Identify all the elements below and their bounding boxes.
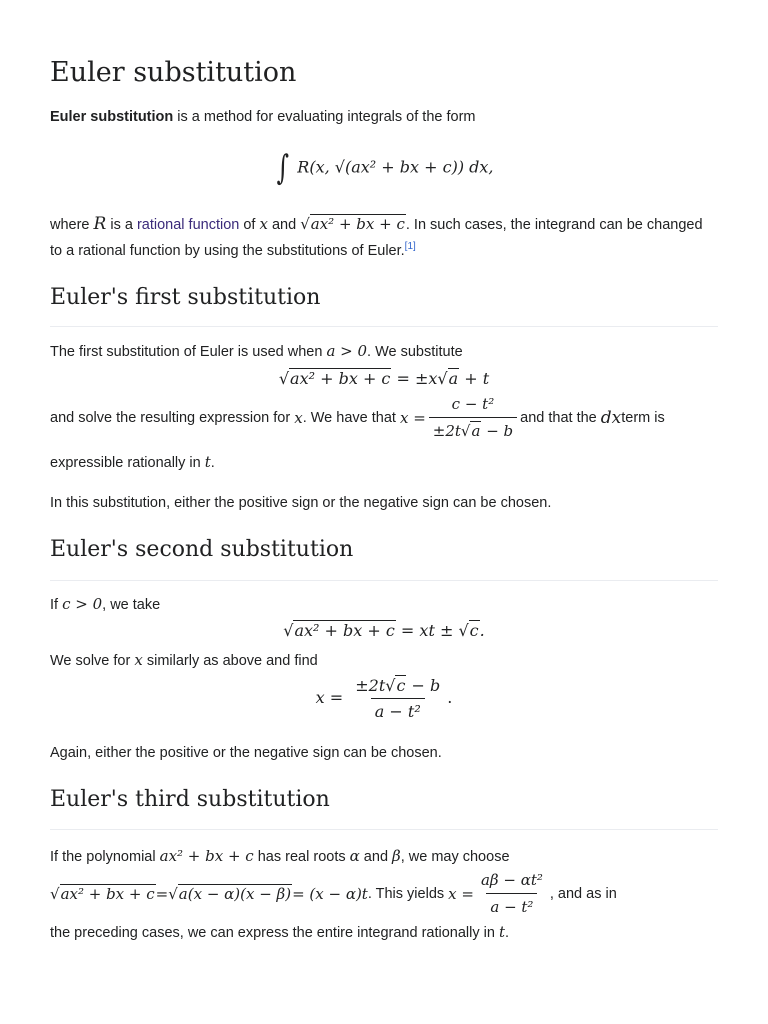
first-paragraph-4: In this substitution, either the positive sign or the negative sign can be chosen.: [50, 495, 552, 511]
first-paragraph-3: [50, 449, 718, 476]
fraction-denominator: a − t²: [486, 893, 537, 917]
second-equation-2: [0, 676, 768, 721]
text: .: [505, 925, 510, 941]
fraction-denominator: ±2t√a − b: [429, 417, 517, 441]
text: If: [50, 597, 63, 613]
text: .: [210, 455, 215, 471]
text: and: [359, 849, 393, 865]
divider: [50, 326, 718, 327]
second-paragraph-2: [50, 647, 718, 674]
math-x-eq: x =: [448, 884, 474, 903]
integral-sign: ∫: [277, 148, 290, 188]
fraction-numerator: aβ − αt²: [480, 871, 543, 889]
text: We solve for: [50, 653, 135, 669]
eq-part: = xt ±: [395, 621, 459, 640]
fraction: [477, 870, 547, 917]
text: . This yields: [367, 885, 445, 902]
fraction: [351, 676, 444, 721]
num-part: ±2t: [355, 676, 386, 695]
heading-second-substitution: Euler's second substitution: [50, 537, 354, 562]
math-c-gt-0: c > 0: [62, 595, 103, 613]
text: , we take: [102, 597, 161, 613]
eq-lhs: x =: [315, 688, 344, 707]
heading-first-substitution: Euler's first substitution: [50, 285, 321, 310]
second-paragraph-1: [50, 591, 718, 618]
den-part: − b: [481, 422, 514, 440]
den-part: ±2t: [432, 422, 461, 440]
intro-integral-formula: [0, 148, 768, 188]
math-x: x: [134, 651, 143, 669]
radicand: a: [471, 422, 481, 440]
radicand: ax² + bx + c: [290, 369, 391, 388]
text: , and as in: [549, 885, 617, 902]
text: the preceding cases, we can express the entire integrand rationally in: [50, 925, 499, 941]
intro-paragraph-2: [50, 211, 718, 264]
math-sqrt-expr: √ax² + bx + c: [300, 215, 405, 233]
rational-function-link[interactable]: rational function: [136, 217, 240, 233]
text: similarly as above and find: [142, 653, 318, 669]
fraction-denominator: a − t²: [371, 698, 425, 721]
math-polynomial: ax² + bx + c: [159, 847, 254, 865]
sqrt-expr-radicand: ax² + bx + c: [310, 215, 405, 233]
intro-text: is a method for evaluating integrals of the form: [173, 109, 476, 125]
math-eq: =: [155, 884, 169, 903]
math-x: x: [294, 408, 303, 427]
radicand: a(x − α)(x − β): [178, 884, 292, 903]
reference-link[interactable]: [1]: [404, 241, 416, 253]
radicand: ax² + bx + c: [60, 884, 155, 903]
intro-formula-text: R(x, √(ax² + bx + c)) dx,: [297, 157, 494, 177]
radicand: c: [469, 621, 479, 640]
math-sqrt-2: √a(x − α)(x − β): [168, 884, 292, 903]
fraction-numerator: c − t²: [451, 395, 495, 413]
text-rest: . In such cases, the integrand can be changed to a rational function by using the substitutions of Euler.: [50, 217, 703, 259]
math-sqrt-1: √ax² + bx + c: [50, 884, 155, 903]
third-paragraph-1: [50, 843, 718, 870]
math-dx: dx: [600, 407, 622, 428]
divider: [50, 580, 718, 581]
text-is-a: is a: [106, 217, 137, 233]
math-beta: β: [392, 847, 401, 865]
eq-end: .: [447, 688, 453, 707]
second-equation: √ax² + bx + c = xt ± √c.: [283, 621, 485, 640]
heading-third-substitution: Euler's third substitution: [50, 787, 330, 812]
text: . We have that: [302, 409, 396, 426]
first-paragraph-2: [50, 394, 718, 441]
text: has real roots: [253, 849, 350, 865]
text: The first substitution of Euler is used when: [50, 344, 327, 360]
math-R: R: [93, 214, 107, 234]
text: If the polynomial: [50, 849, 160, 865]
math-x: x: [259, 215, 268, 233]
num-part: − b: [406, 676, 441, 695]
third-paragraph-2: [50, 870, 718, 917]
second-paragraph-3: Again, either the positive or the negative sign can be chosen.: [50, 745, 442, 761]
text-of: of: [239, 217, 260, 233]
math-t: t: [498, 923, 505, 941]
text: expressible rationally in: [50, 455, 205, 471]
first-equation: √ax² + bx + c = ±x√a + t: [278, 369, 490, 388]
text: and that the: [520, 409, 597, 426]
math-alpha: α: [349, 847, 360, 865]
intro-paragraph: [50, 104, 718, 130]
text-and: and: [267, 217, 301, 233]
fraction-numerator: ±2t√c − b: [355, 676, 441, 695]
first-paragraph-1: [50, 338, 718, 365]
fraction: [429, 394, 517, 441]
eq-part: .: [479, 621, 485, 640]
math-x-eq: x =: [399, 408, 426, 427]
math-rhs: = (x − α)t: [292, 884, 368, 903]
radicand: ax² + bx + c: [294, 621, 395, 640]
divider: [50, 829, 718, 830]
radicand: c: [396, 676, 406, 695]
page-title: Euler substitution: [50, 57, 297, 88]
text: term is: [621, 409, 665, 426]
radicand: a: [448, 369, 459, 388]
text: , we may choose: [400, 849, 510, 865]
text: . We substitute: [367, 344, 463, 360]
math-t: t: [204, 453, 211, 471]
text-where: where: [50, 217, 94, 233]
third-paragraph-3: [50, 919, 718, 946]
text: and solve the resulting expression for: [50, 409, 291, 426]
intro-bold-term: Euler substitution: [50, 109, 174, 125]
eq-part: + t: [459, 369, 490, 388]
math-a-gt-0: a > 0: [326, 342, 368, 360]
eq-part: = ±x: [391, 369, 438, 388]
